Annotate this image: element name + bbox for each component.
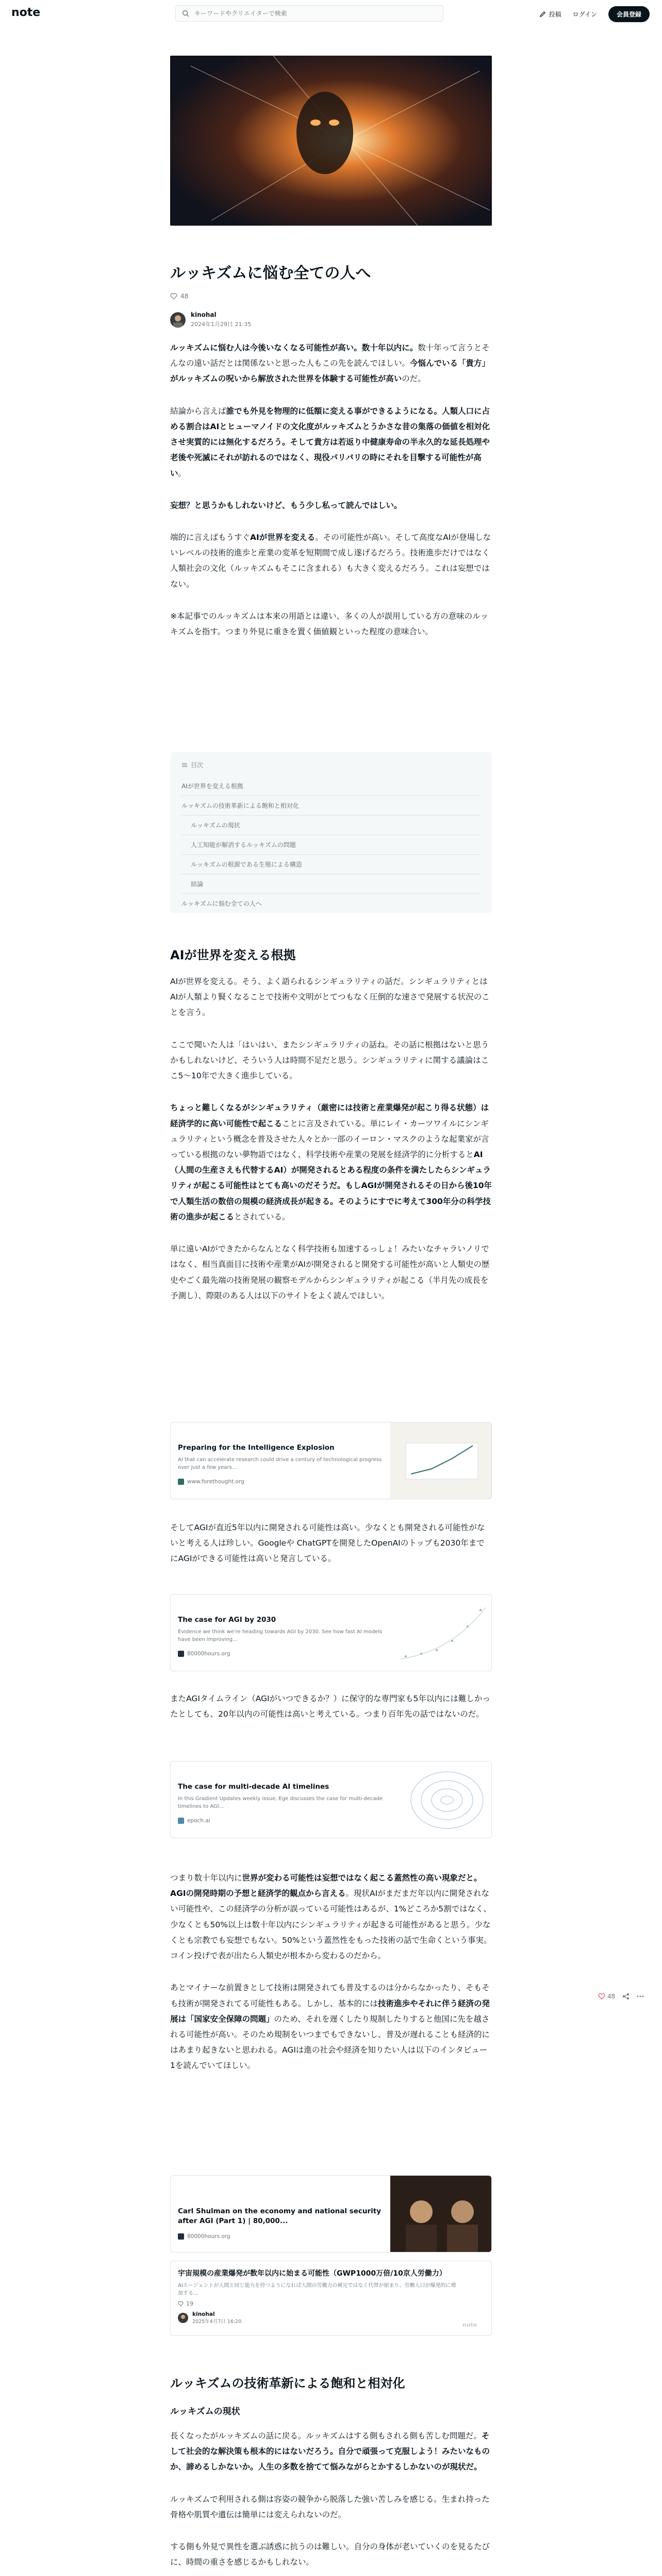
author-avatar [178,2313,188,2323]
note-logo[interactable]: note [11,6,41,19]
login-link[interactable]: ログイン [572,11,597,18]
like-action[interactable]: 48 [598,1993,615,2000]
toc-item[interactable]: ルッキズムの現状 [181,816,481,835]
post-label: 投稿 [549,11,561,18]
card-description: AI that can accelerate research could drive a century of technological progress over just a few years... [178,1456,382,1470]
body-paragraph: ルッキズムで利用される側は容姿の競争から脱落した強い苦しみを感じる。生まれ持った骨格や肌質や遺伝は簡単には変えられないのだ。 [170,2494,490,2519]
author-info[interactable] [170,311,251,328]
body-paragraph: そしてAGIが直近5年以内に開発される可能性は高い。少なくとも開発される可能性がないと考える人は珍しい。Googleや ChatGPTを開発したOpenAIのトップも2030年までにAGIができる可能性は高いと発言している。 [170,1523,485,1564]
body-paragraph: 長くなったがルッキズムの話に戻る。ルッキズムはする側もされる側も苦しむ問題だ。そして社会的な解決策も根本的にはないだろう。自分で頑張って克服しよう！みたいなものか、諦めるしかないか。人生の多数を捨てて悩みながらとかするしかないのが現状だ。 [170,2431,490,2472]
intro-paragraph: 端的に言えばもうすぐAIが世界を変える。その可能性が高い。そして高度なAIが登場しないレベルの技術的進歩と産業の変革を短期間で成し遂げるだろう。技術進歩だけではなく人類社会の文化（ルッキズムもそこに含まれる）も大きく変えるだろう。これは妄想ではない。 [170,532,491,589]
intro-paragraph: ルッキズムに悩む人は今後いなくなる可能性が高い。数十年以内に。数十年って言うとそんなの遠い話だとは関係ないと思った人もこの先を読んでほしい。今悩んでいる「貴方」がルッキズムの呪いから解放された世界を体験する可能性が高いのだ。 [170,343,490,384]
intro-note: ※本記事でのルッキズムは本来の用語とは違い、多くの人が誤用している方の意味のルッキズムを指す。つまり外見に重きを置く価値観といった程度の意味合い。 [170,611,489,637]
body-paragraph: またAGIタイムライン（AGIがいつできるか？）に保守的な専門家も5年以内には難しかったとしても、20年以内の可能性は高いと考えている。つまり百年先の話ではないのだ。 [170,1694,490,1719]
pen-icon [539,11,546,18]
top-navigation-bar [0,0,662,27]
body-paragraph: 単に遠いAIができたからなんとなく科学技術も加速するっしょ！みたいなチャラいノリではなく、相当真面目に技術や産業がAIが開発されると開発する可能性が高いと人類史の歴史やごく最先端の技術発展の観察モデルからシンギュラリティが起こる（半月先の成長を予測し）、際限のある人は以下のサイトをよく読んでほしい。 [170,1244,490,1300]
body-paragraph: する側も外見で異性を選ぶ誘惑に抗うのは難しい。自分の身体が老いていくのを見るたびに、時間の重さを感じるかもしれない。 [170,2542,490,2567]
like-summary[interactable] [170,293,188,300]
favicon-icon [178,1479,184,1485]
card-description: Evidence we think we're heading towards AGI by 2030. See how fast AI models have been improving... [178,1629,383,1642]
toc-item[interactable]: ルッキズムに悩む全ての人へ [181,900,262,907]
favicon-icon [178,2233,184,2240]
section-ai-cont [170,1520,492,1583]
link-card[interactable] [170,1594,492,1671]
heart-icon [178,2301,184,2307]
search-input[interactable] [194,10,432,17]
heart-icon [170,293,177,300]
share-icon[interactable] [622,1993,630,2000]
toc-item[interactable]: ルッキズムの根源である生殖による構造 [181,855,481,874]
publish-date: 2024年1月29日 21:35 [191,321,252,328]
body-paragraph: あとマイナーな前置きとして技術は開発されても普及するのは分からなかったり、そもそも技術が開発されてる可能性もある。しかし、基本的には技術進歩やそれに伴う経済の発展は「国家安全保障の問題」のため、それを遅くしたり規制したりすると他国に先を越される可能性が高い。そのため規制をいつまでもできないし、普及が遅れることも経済的にはあまり起きないと思われる。AGIは進の社会や経済を知りたい人は以下のインタビュー1を読んでいてほしい。 [170,1983,490,2071]
author-avatar[interactable] [170,312,186,328]
note-article-card[interactable] [170,2261,492,2336]
author-name[interactable]: kinohal [191,311,217,318]
card-title: The case for multi-decade AI timelines [178,1783,329,1791]
hero-image [170,56,492,226]
card-url: 80000hours.org [178,2233,389,2240]
card-description: In this Gradient Updates weekly issue, Ege discusses the case for multi-decade timelines to AGI... [178,1795,383,1809]
floating-actions [598,1993,644,2000]
intro-paragraph: 妄想？と思うかもしれないけど、もう少し私って読んではしい。 [170,500,402,510]
toc-item[interactable]: 人工知能が解消するルッキズムの問題 [181,835,481,855]
like-count: 48 [180,293,189,300]
body-paragraph: AIが世界を変える。そう、よく語られるシンギュラリティの話だ。シンギュラリティとはAIが人類より賢くなることで技術や文明がとてつもなく圧倒的な速さで発展する状況のことを言う。 [170,977,490,1018]
post-button[interactable] [539,10,561,19]
heart-icon [598,1993,605,2000]
toc-item[interactable]: AIが世界を変える根拠 [181,776,481,796]
section-ai [170,946,492,1320]
list-icon [181,762,188,768]
card-thumbnail [390,1422,491,1499]
card-title: 宇宙規模の産業爆発が数年以内に始まる可能性（GWP1000万倍/10京人労働力） [178,2269,446,2278]
toc-item[interactable]: 結論 [181,874,481,894]
card-thumbnail [390,1761,491,1838]
body-paragraph: つまり数十年以内に世界が変わる可能性は妄想ではなく起こる蓋然性の高い現象だと。AGIの開発時期の予想と経済学的観点から言える。現状AIがまだまだ年以内に開発されない可能性や、この経済学の分析が誤っている可能性はあるが、1%どころか5割ではなく、少なくとも50%以上は数十年以内にシンギュラリティが起きる可能性があると思う。少なくとも宗教でも妄想でもない。50%という蓋然性をもった技術の話で生命くという事実。コイン投げで表が出たら人類史が根本から変わるのだから。 [170,1873,492,1961]
svg-text:note: note [462,2321,477,2328]
signup-button[interactable]: 会員登録 [608,6,650,22]
table-of-contents [170,752,492,913]
card-thumbnail [390,2176,491,2252]
link-card[interactable] [170,1761,492,1838]
card-description: AIエージェントが人間と同じ能力を持つようになれば人間の労働力の補完ではなく代替が始まり、労働人口が爆発的に増加する... [178,2283,456,2297]
favicon-icon [178,1651,184,1657]
card-title: Preparing for the Intelligence Explosion [178,1444,335,1452]
intro-paragraph: 結論から言えば誰でも外見を物理的に低額に変える事ができるようになる。人類人口に占める割合はAIとヒューマノイドの文化度がルッキズムとうかさな昔の集落の価値を相対化させ実質的には無化するだろう。そして貴方は若返り中健康寿命の半永久的な延長処理や老後や死滅にそれが訪れるのではなく、現役パリパリの時にそれを目撃する可能性が高い。 [170,406,490,478]
section-ai-cont [170,1870,492,2090]
section-ai-cont [170,1691,492,1738]
subsection-heading: ルッキズムの現状 [170,2406,240,2417]
card-thumbnail [390,1595,491,1671]
article-title: ルッキズムに悩む全ての人へ [170,264,371,282]
card-likes: 19 [178,2300,456,2307]
card-title: The case for AGI by 2030 [178,1616,276,1624]
body-paragraph: ちょっと難しくなるがシンギュラリティ（厳密には技術と産業爆発が起こり得る状態）は経済学的に高い可能性で起こることに言及されている。単にレイ・カーツワイルにシンギュラリティという概念を普及させた人々とか一部のイーロン・マスクのような起業家が言っている根拠のない夢物語ではなく、科学技術や産業の発展を経済学的に分析するとAI（人間の生産さえも代替するAI）が開発されるとある程度の条件を満たしたらシンギュラリティが起こる可能性はとても高いのだそうだ。もしAGIが開発されるその日から後10年で人類生活の数倍の規模の経済成長が起きる。そのようにすでに考えて300年分の科学技術の進歩が起こるとされている。 [170,1103,492,1222]
card-title: Carl Shulman on the economy and national security after AGI (Part 1) | 80,000... [178,2207,382,2225]
more-icon[interactable] [637,1993,644,2000]
link-card[interactable] [170,2175,492,2252]
body-paragraph: ここで聞いた人は「はいはい、またシンギュラリティの話ね。その話に根拠はないと思うかもしれないけど、そういう人は時間不足だと思う。シンギュラリティに関する議論はここ5〜10年で大きく進歩している。 [170,1040,489,1081]
section-heading: ルッキズムの技術革新による飽和と相対化 [170,2376,405,2391]
note-logo-icon [462,2321,484,2328]
card-url: 80000hours.org [178,1651,389,1657]
section-heading: AIが世界を変える根拠 [170,948,296,962]
search-box[interactable] [175,5,443,22]
toc-header[interactable]: 目次 [181,760,481,769]
card-url: www.forethought.org [178,1479,389,1485]
intro-section [170,340,492,656]
card-url: epoch.ai [178,1818,389,1824]
favicon-icon [178,1818,184,1824]
section-lookism [170,2374,492,2576]
search-icon [182,10,189,17]
link-card[interactable] [170,1422,492,1499]
toc-item[interactable]: ルッキズムの技術革新による飽和と相対化 [181,796,481,816]
header-actions [539,6,650,22]
card-author: kinohal 2025年4月7日 16:20 [178,2311,456,2325]
